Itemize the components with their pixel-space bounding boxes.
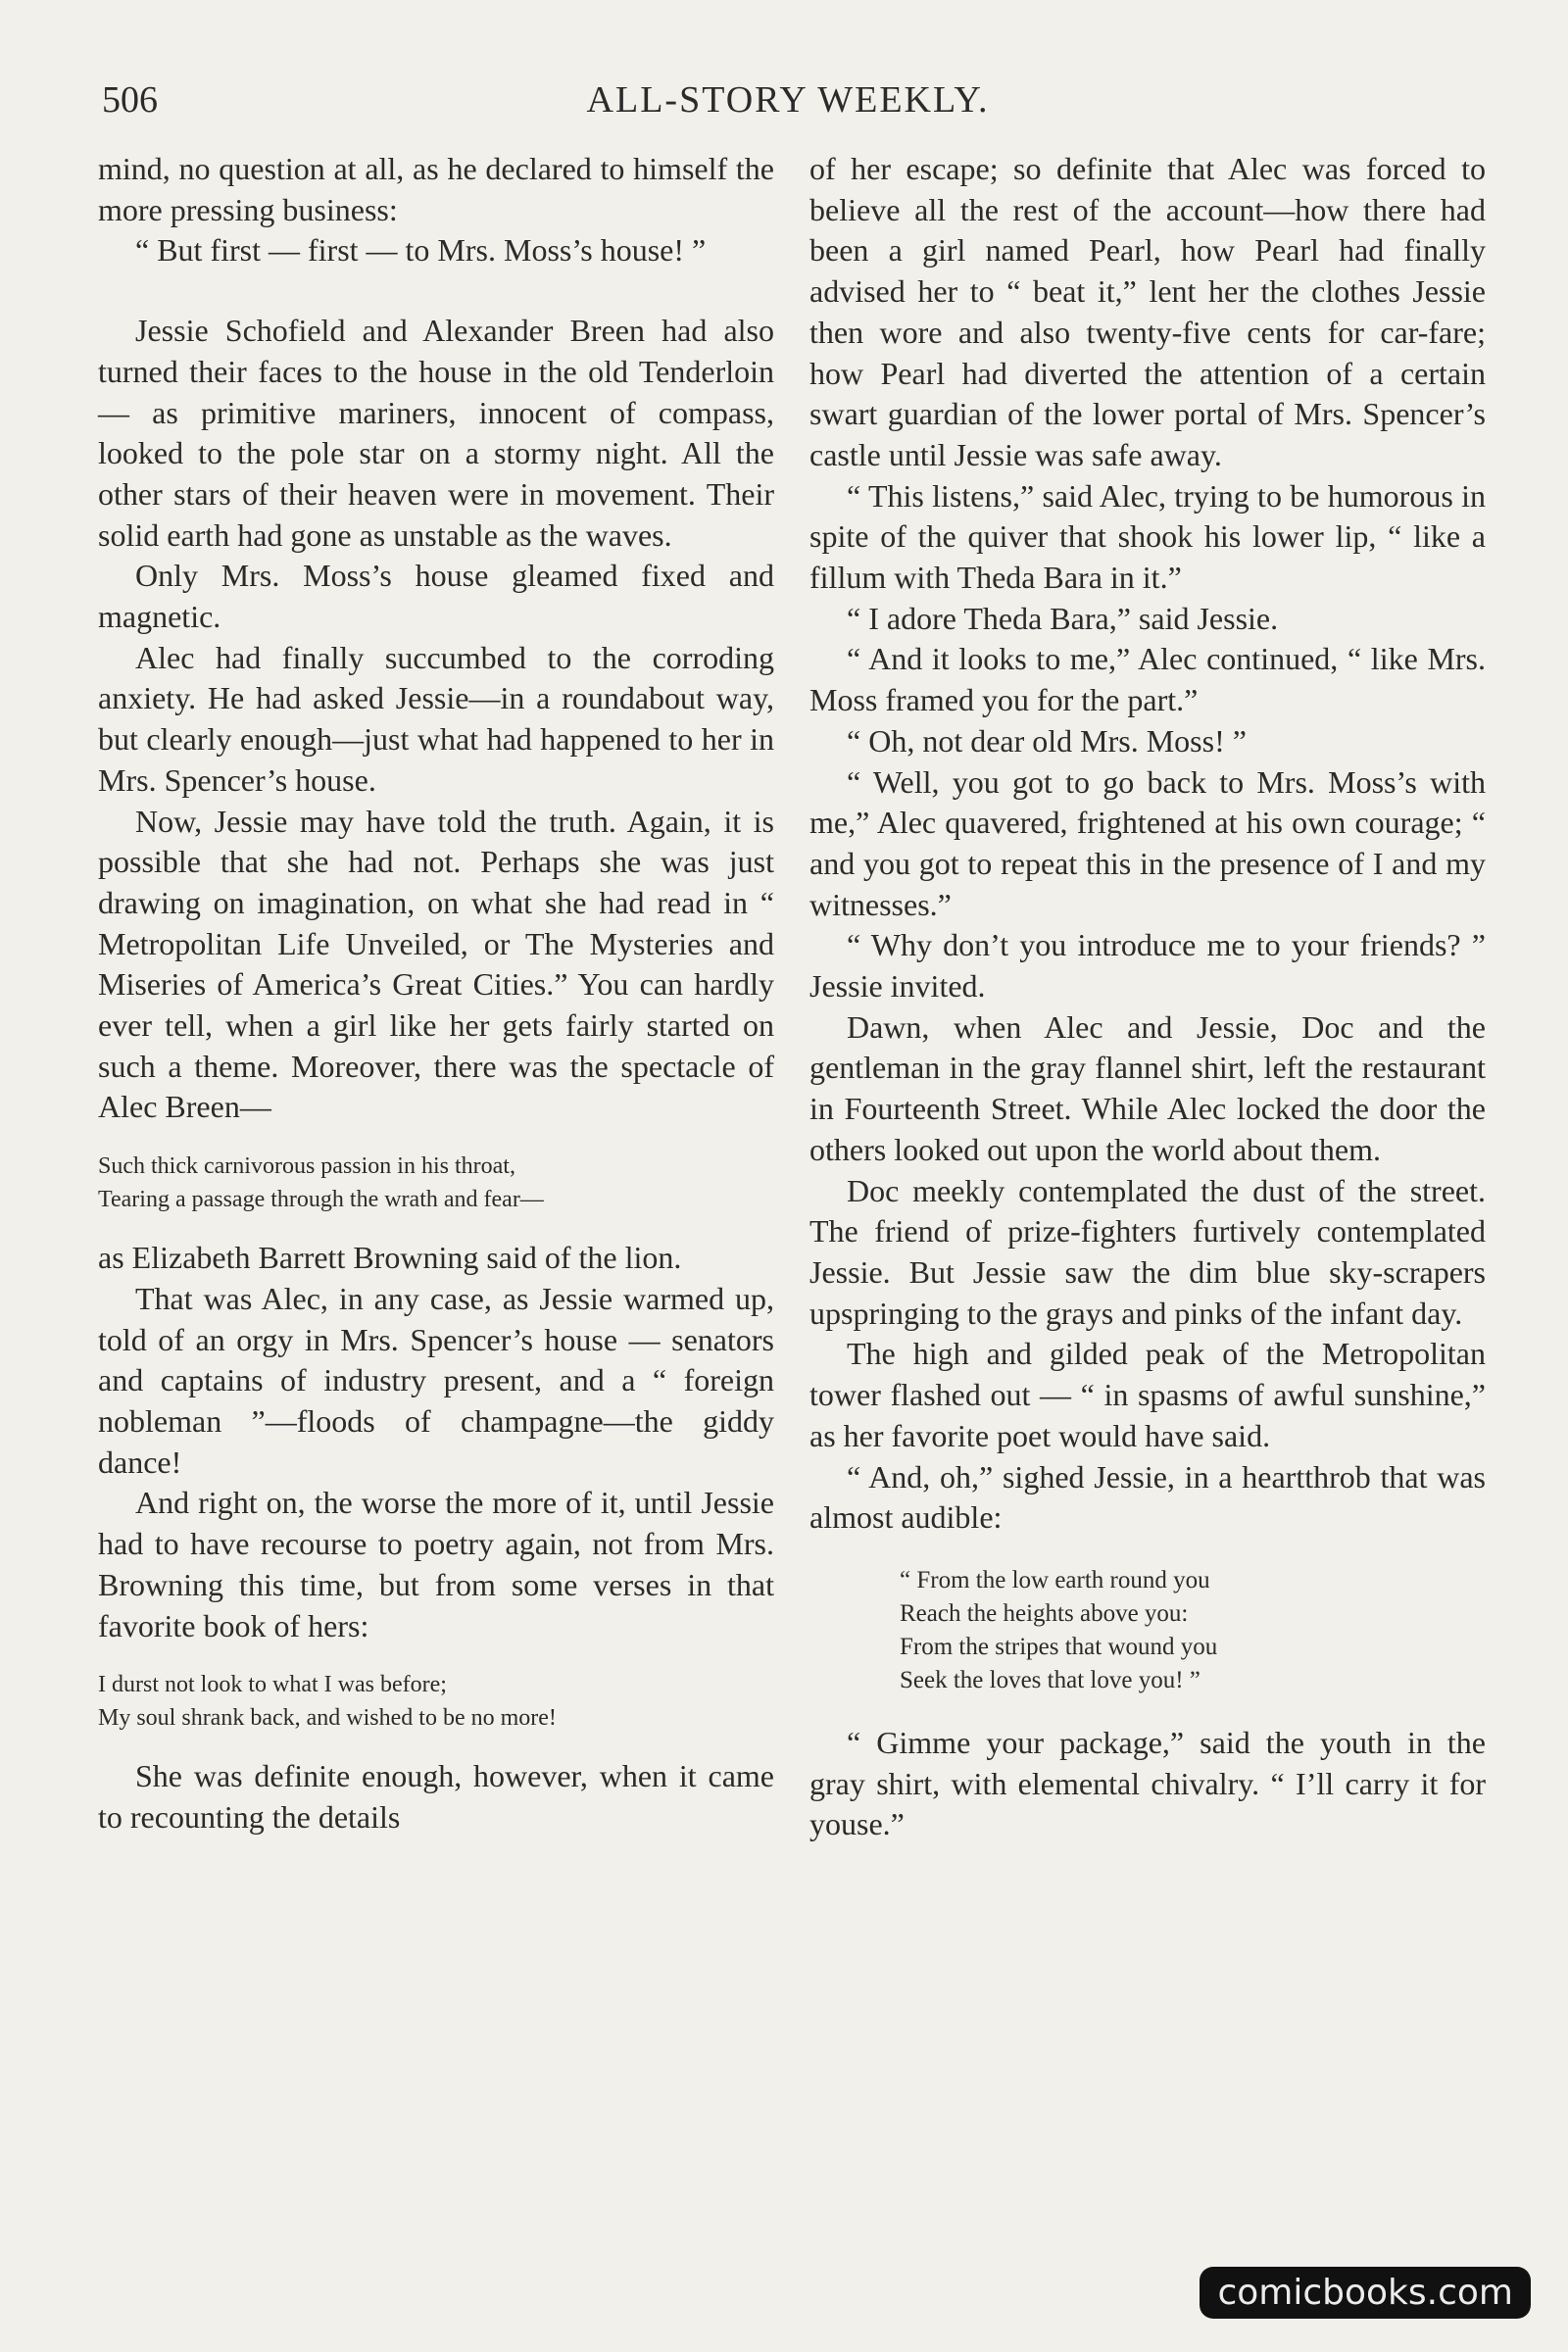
paragraph: “ I adore Theda Bara,” said Jessie. [847,600,1279,636]
paragraph: mind, no question at all, as he declared to himself the more pressing business: [98,151,774,227]
paragraph: Now, Jessie may have told the truth. Again, it is possible that she had not. Perhaps she was just drawing on imagination, on what she had read in “ Metropolitan Life Unveiled, or The Mysteries and Miseries of America’s Great Cities.” You can hardly ever tell, when a girl like her gets fairly started on such a theme. Moreover, there was the spectacle of Alec Breen— [98,803,774,1125]
verse-line: Seek the loves that love you! ” [900,1666,1200,1693]
verse-line: “ From the low earth round you [900,1566,1210,1593]
paragraph: “ Well, you got to go back to Mrs. Moss’s with me,” Alec quavered, frightened at his own courage; “ and you got to repeat this in the presence of I and my witnesses.” [809,763,1486,922]
paragraph: “ Oh, not dear old Mrs. Moss! ” [847,722,1247,759]
verse-quote [900,1564,1486,1697]
watermark-logo: comicbooks.com [1200,2267,1531,2319]
right-column [809,149,1486,1845]
paragraph: That was Alec, in any case, as Jessie warmed up, told of an orgy in Mrs. Spencer’s house — senators and captains of industry present, and a “ foreign nobleman ”—floods of champagne—the giddy dance! [98,1280,774,1480]
page-number: 506 [102,79,158,121]
paragraph: “ Why don’t you introduce me to your friends? ” Jessie invited. [809,927,1486,1004]
magazine-title: ALL-STORY WEEKLY. [586,79,990,121]
verse-line: Such thick carnivorous passion in his throat, [98,1153,515,1180]
paragraph: The high and gilded peak of the Metropolitan tower flashed out — “ in spasms of awful sunshine,” as her favorite poet would have said. [809,1336,1486,1453]
verse-quote [98,1150,774,1216]
verse-line: From the stripes that wound you [900,1633,1218,1660]
left-column [98,149,774,1838]
paragraph: Only Mrs. Moss’s house gleamed fixed and magnetic. [98,558,774,635]
paragraph: “ Gimme your package,” said the youth in the gray shirt, with elemental chivalry. “ I’ll carry it for youse.” [809,1724,1486,1842]
paragraph: Alec had finally succumbed to the corroding anxiety. He had asked Jessie—in a roundabout way, but clearly enough—just what had happened to her in Mrs. Spencer’s house. [98,639,774,798]
verse-line: Tearing a passage through the wrath and fear— [98,1187,544,1213]
verse-line: Reach the heights above you: [900,1599,1189,1627]
paragraph: “ And, oh,” sighed Jessie, in a heartthrob that was almost audible: [809,1458,1486,1536]
verse-line: My soul shrank back, and wished to be no more! [98,1705,557,1732]
paragraph: “ But first — first — to Mrs. Moss’s house! ” [135,232,707,269]
paragraph: Doc meekly contemplated the dust of the street. The friend of prize-fighters furtively contemplated Jessie. But Jessie saw the dim blue sky-scrapers upspringing to the grays and pinks of the infant day. [809,1172,1486,1331]
paragraph: And right on, the worse the more of it, until Jessie had to have recourse to poetry again, not from Mrs. Browning this time, but from some verses in that favorite book of hers: [98,1485,774,1643]
verse-line: I durst not look to what I was before; [98,1672,447,1698]
running-head [102,78,1474,127]
paragraph: “ This listens,” said Alec, trying to be humorous in spite of the quiver that shook his lower lip, “ like a fillum with Theda Bara in it.” [809,477,1486,596]
paragraph: “ And it looks to me,” Alec continued, “ like Mrs. Moss framed you for the part.” [809,641,1486,718]
paragraph: of her escape; so definite that Alec was forced to believe all the rest of the account—how there had been a girl named Pearl, how Pearl had finally advised her to “ beat it,” lent her the clothes Jessie then wore and also twenty-five cents for car-fare; how Pearl had diverted the attention of a certain swart guardian of the lower portal of Mrs. Spencer’s castle until Jessie was safe away. [809,151,1486,472]
verse-quote [98,1668,774,1735]
paragraph: as Elizabeth Barrett Browning said of the lion. [98,1240,682,1276]
paragraph: Jessie Schofield and Alexander Breen had also turned their faces to the house in the old Tenderloin — as primitive mariners, innocent of compass, looked to the pole star on a stormy night. All the other stars of their heaven were in movement. Their solid earth had gone as unstable as the waves. [98,313,774,553]
paragraph: She was definite enough, however, when it came to recounting the details [98,1758,774,1835]
paragraph: Dawn, when Alec and Jessie, Doc and the gentleman in the gray flannel shirt, left the restaurant in Fourteenth Street. While Alec locked the door the others looked out upon the world about them. [809,1008,1486,1167]
